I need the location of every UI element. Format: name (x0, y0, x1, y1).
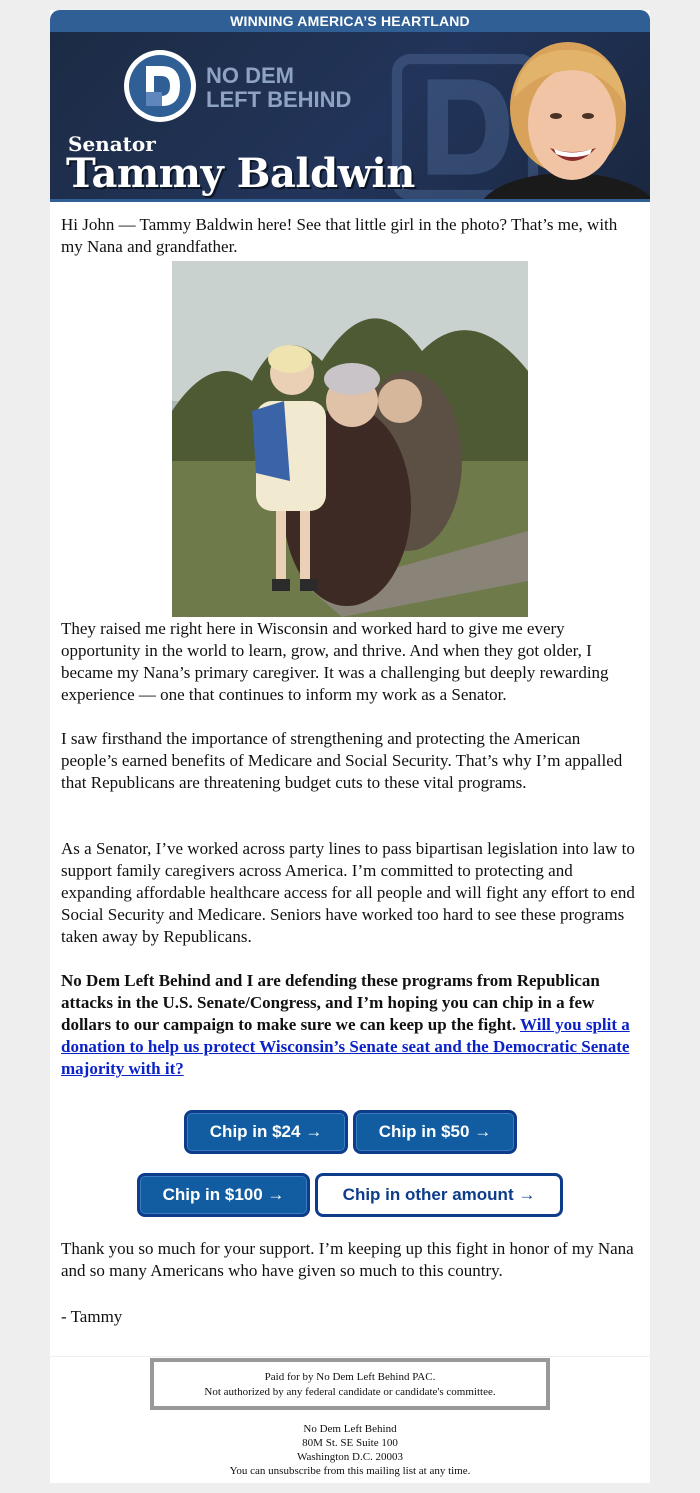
thank-you-paragraph: Thank you so much for your support. I’m keeping up this fight in honor of my Nana and so many Americans who have given so much to this country. (61, 1239, 634, 1280)
chip-in-other-amount-button[interactable]: Chip in other amount → (315, 1173, 563, 1217)
no-dem-left-behind-logo-icon (122, 48, 198, 124)
unsubscribe-text[interactable]: You can unsubscribe from this mailing list at any time. (229, 1465, 471, 1477)
header-banner (50, 32, 650, 202)
paragraph-upbringing: They raised me right here in Wisconsin and worked hard to give me every opportunity in the world to learn, grow, and thrive. And when they got older, I became my Nana’s primary caregiver. It was a challenging but deeply rewarding experience — one that continues to inform my work as a Senator. (61, 619, 609, 704)
chip-in-24-button[interactable]: Chip in $24 → (184, 1110, 348, 1154)
candidate-name: Tammy Baldwin (66, 150, 415, 197)
footer-divider (50, 1356, 650, 1357)
senator-label: Senator (68, 132, 156, 156)
paid-for-disclaimer: Paid for by No Dem Left Behind PAC. Not authorized by any federal candidate or candidate's committee. (150, 1358, 550, 1410)
donation-link[interactable]: Will you split a donation to help us protect Wisconsin’s Senate seat and the Democratic Senate majority with it? (61, 1015, 630, 1078)
family-photo (172, 261, 528, 617)
chip-in-50-button[interactable]: Chip in $50 → (353, 1110, 517, 1154)
chip-in-100-button[interactable]: Chip in $100 → (137, 1173, 310, 1217)
candidate-portrait (480, 32, 650, 202)
footer-city: Washington D.C. 20003 (296, 1451, 404, 1463)
header-tagline: WINNING AMERICA’S HEARTLAND (50, 10, 650, 32)
email-container (50, 10, 650, 1483)
footer-address (50, 1422, 650, 1478)
paragraph-ask: No Dem Left Behind and I are defending these programs from Republican attacks in the U.S. Senate/Congress, and I’m hoping you can chip in a few dollars to our campaign to make sure we can keep up the fight. Will you split a donation to help us protect Wisconsin’s Senate seat and the Democratic Senate majority with it? (61, 971, 630, 1078)
footer-street: 80M St. SE Suite 100 (302, 1437, 398, 1449)
logo-wordmark: NO DEM LEFT BEHIND (206, 63, 352, 112)
signoff: - Tammy (61, 1307, 123, 1326)
footer-org: No Dem Left Behind (303, 1423, 397, 1435)
intro-paragraph: Hi John — Tammy Baldwin here! See that little girl in the photo? That’s me, with my Nana and grandfather. (61, 215, 618, 256)
paragraph-bipartisan: As a Senator, I’ve worked across party lines to pass bipartisan legislation into law to support family caregivers across America. I’m committed to protecting and expanding affordable healthcare access for all people and will fight any effort to end Social Security and Medicare. Seniors have worked too hard to see these programs taken away by Republicans. (61, 839, 635, 946)
paragraph-medicare: I saw firsthand the importance of strengthening and protecting the American people’s earned benefits of Medicare and Social Security. That’s why I’m appalled that Republicans are threatening budget cuts to these vital programs. (61, 729, 623, 792)
